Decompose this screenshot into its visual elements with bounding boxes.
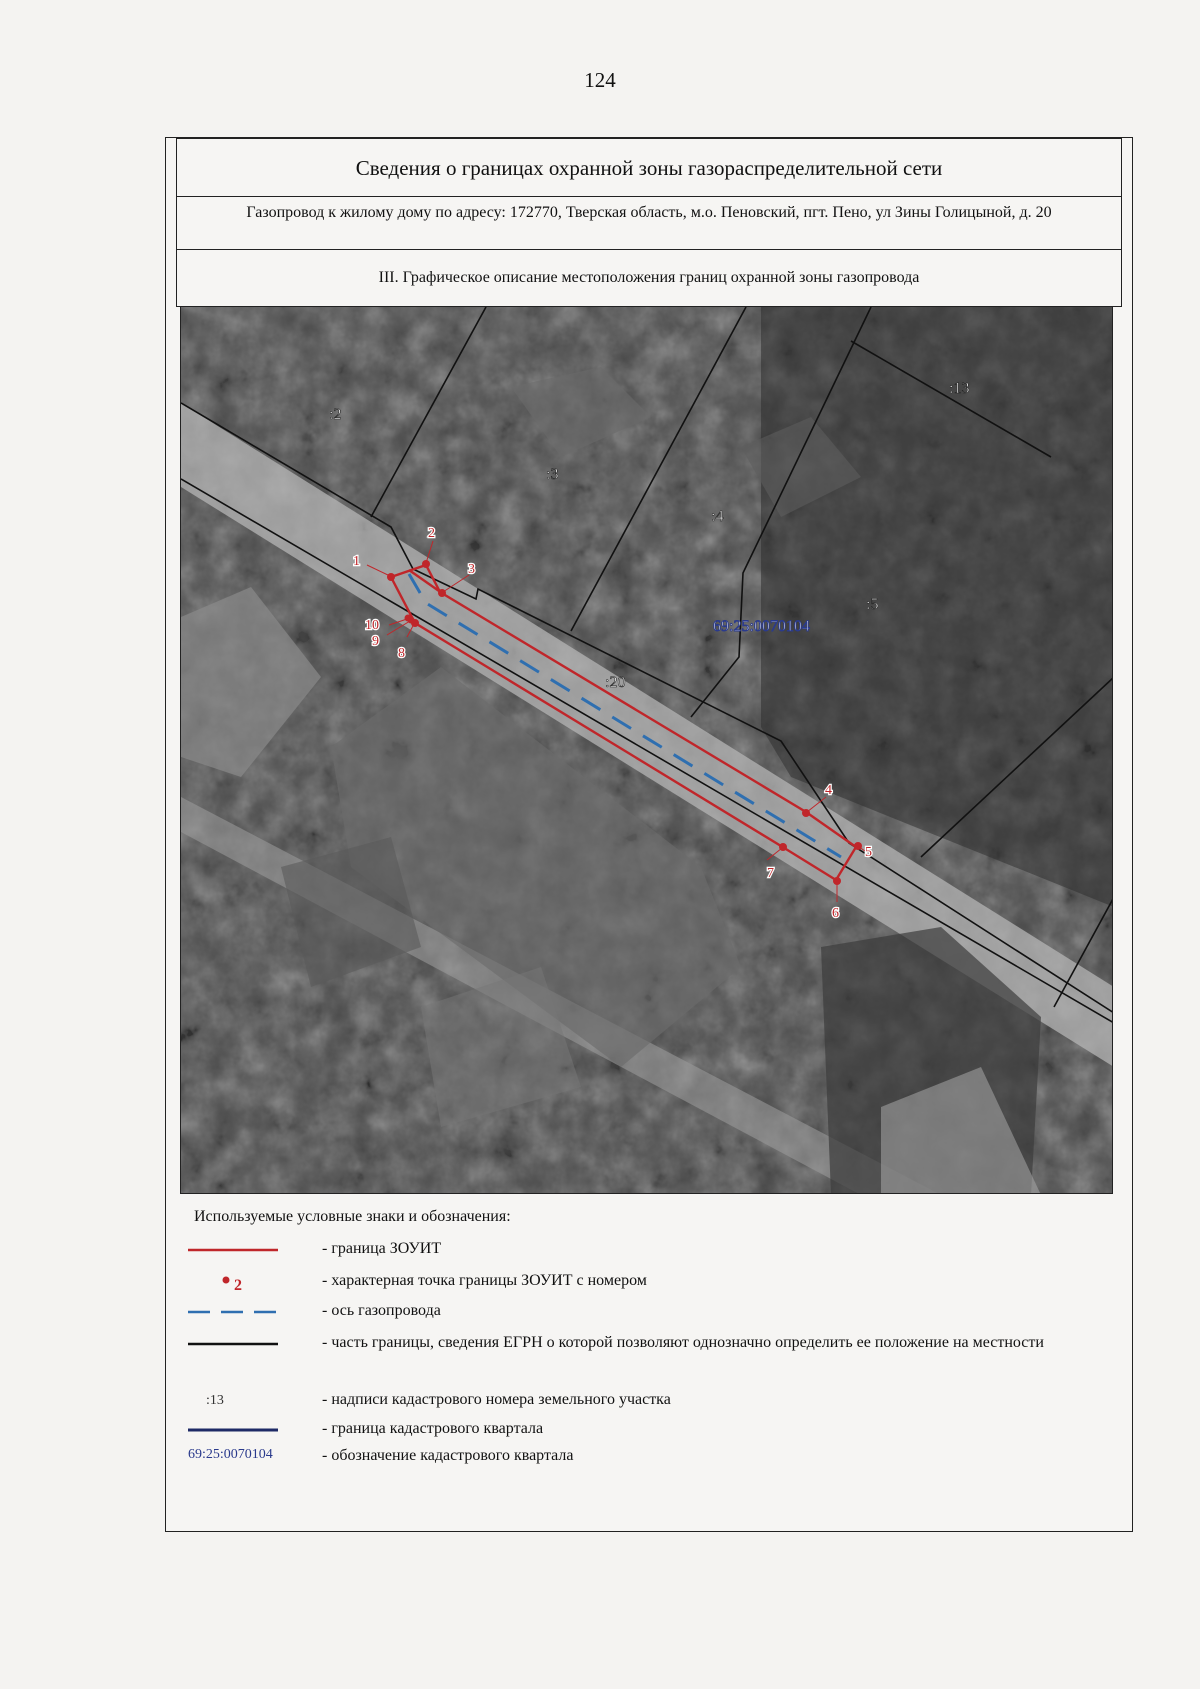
legend-item-quarter-boundary: - граница кадастрового квартала: [166, 1418, 1132, 1458]
point-label-6: 6: [832, 906, 839, 921]
point-label-7: 7: [767, 866, 774, 881]
parcel-label: :13: [949, 380, 970, 397]
object-address: Газопровод к жилому дому по адресу: 172770, Тверская область, м.о. Пеновский, пгт. Пено, ул Зины Голицыной, д. 20: [176, 196, 1122, 250]
parcel-label: :20: [605, 674, 626, 691]
point-symbol-number: 2: [234, 1277, 242, 1294]
legend-item-zouit-boundary: - граница ЗОУИТ: [166, 1238, 1132, 1278]
legend-item-quarter-label: 69:25:0070104 - обозначение кадастрового квартала: [166, 1445, 1132, 1485]
quarter-code-symbol: 69:25:0070104: [188, 1447, 273, 1462]
parcel-code-symbol: :13: [206, 1393, 224, 1408]
aerial-map: [180, 306, 1113, 1194]
point-label-8: 8: [398, 646, 405, 661]
legend-item-parcel-number: :13 - надписи кадастрового номера земельного участка: [166, 1389, 1132, 1429]
page-number: 124: [584, 68, 616, 92]
black-line-symbol-icon: [188, 1332, 282, 1362]
red-point-symbol-icon: [188, 1270, 282, 1300]
boundary-point-2: [422, 560, 430, 568]
parcel-label: :5: [866, 596, 879, 613]
navy-line-symbol-icon: [188, 1418, 282, 1448]
point-label-10: 10: [365, 618, 379, 633]
section-heading: III. Графическое описание местоположения границ охранной зоны газопровода: [176, 249, 1122, 307]
legend-item-gas-axis: - ось газопровода: [166, 1300, 1132, 1340]
point-label-4: 4: [825, 783, 832, 798]
point-label-9: 9: [372, 634, 379, 649]
parcel-label: :4: [711, 508, 724, 525]
point-label-2: 2: [428, 526, 435, 541]
boundary-point-1: [387, 573, 395, 581]
red-line-symbol-icon: [188, 1238, 282, 1268]
point-label-1: 1: [353, 554, 360, 569]
cadastral-quarter-label: 69:25:0070104: [713, 618, 810, 635]
parcel-label: :3: [546, 466, 559, 483]
legend-item-egrn-boundary: - часть границы, сведения ЕГРН о которой позволяют однозначно определить ее положение на местности: [166, 1332, 1132, 1372]
parcel-label: :2: [329, 406, 342, 423]
point-label-3: 3: [468, 562, 475, 577]
boundary-point-3: [438, 589, 446, 597]
legend: [166, 1200, 1132, 1530]
boundary-point-10: [405, 615, 412, 622]
document-frame: [165, 137, 1133, 1532]
document-title: Сведения о границах охранной зоны газораспределительной сети: [176, 138, 1122, 197]
point-label-5: 5: [865, 845, 872, 860]
blue-dash-symbol-icon: [188, 1300, 282, 1330]
legend-title: Используемые условные знаки и обозначения:: [194, 1208, 511, 1225]
legend-item-boundary-point: 2 - характерная точка границы ЗОУИТ с номером: [166, 1270, 1132, 1310]
